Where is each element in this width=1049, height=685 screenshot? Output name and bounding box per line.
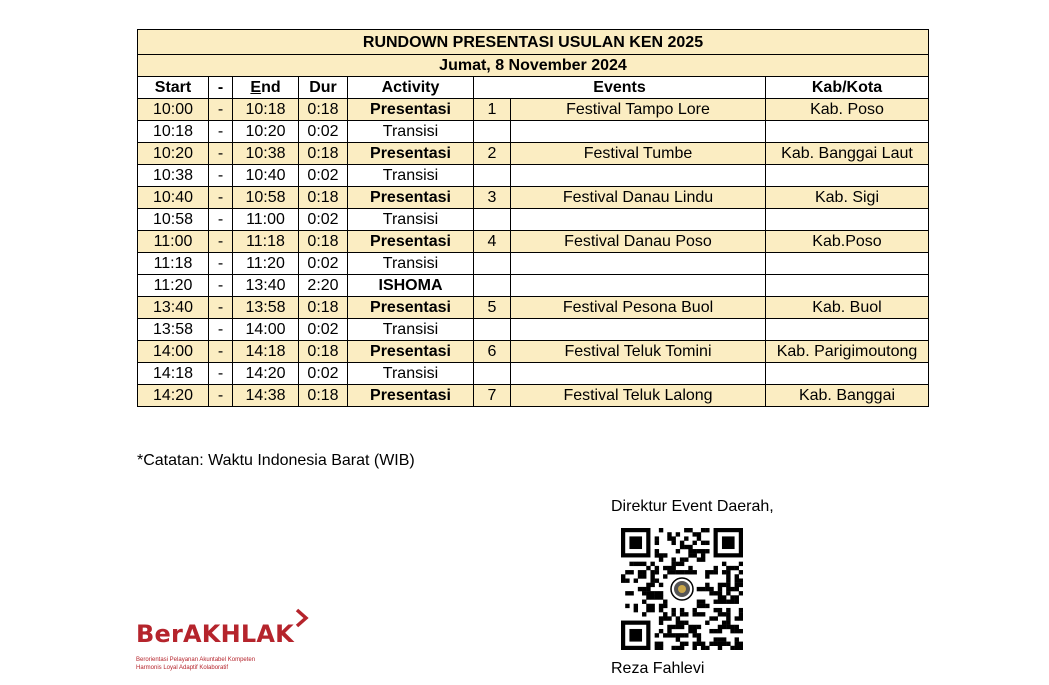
cell-number: 2	[474, 143, 511, 165]
cell-activity: ISHOMA	[348, 275, 474, 297]
cell-kab-kota: Kab. Buol	[766, 297, 929, 319]
cell-kab-kota	[766, 363, 929, 385]
cell-start: 10:00	[138, 99, 209, 121]
table-row	[138, 187, 929, 209]
cell-number	[474, 319, 511, 341]
cell-dash: -	[209, 121, 233, 143]
cell-dash: -	[209, 209, 233, 231]
cell-end: 14:00	[233, 319, 299, 341]
table-row	[138, 209, 929, 231]
cell-activity: Transisi	[348, 165, 474, 187]
table-row	[138, 99, 929, 121]
header-kab-kota: Kab/Kota	[766, 77, 929, 99]
cell-dash: -	[209, 297, 233, 319]
cell-kab-kota	[766, 253, 929, 275]
cell-activity: Transisi	[348, 253, 474, 275]
cell-dash: -	[209, 143, 233, 165]
cell-kab-kota: Kab.Poso	[766, 231, 929, 253]
cell-start: 14:18	[138, 363, 209, 385]
cell-number	[474, 363, 511, 385]
cell-number: 6	[474, 341, 511, 363]
cell-event	[511, 165, 766, 187]
cell-activity: Transisi	[348, 363, 474, 385]
logo-wordmark: BerAKHLAK	[136, 620, 294, 648]
cell-event: Festival Teluk Lalong	[511, 385, 766, 407]
cell-dash: -	[209, 319, 233, 341]
cell-start: 13:58	[138, 319, 209, 341]
logo-tagline-line-1: Berorientasi Pelayanan Akuntabel Kompeten	[136, 657, 256, 663]
table-row	[138, 253, 929, 275]
table-row	[138, 231, 929, 253]
cell-activity: Presentasi	[348, 187, 474, 209]
cell-activity: Presentasi	[348, 231, 474, 253]
cell-activity: Presentasi	[348, 297, 474, 319]
cell-dur: 0:18	[299, 341, 348, 363]
logo-tagline-line-2: Harmonis Loyal Adaptif Kolaboratif	[136, 665, 229, 671]
cell-kab-kota: Kab. Parigimoutong	[766, 341, 929, 363]
cell-end: 10:38	[233, 143, 299, 165]
cell-dur: 0:02	[299, 319, 348, 341]
signer-name: Reza Fahlevi	[611, 660, 705, 677]
rundown-table	[137, 29, 929, 407]
cell-dur: 0:02	[299, 165, 348, 187]
cell-start: 10:20	[138, 143, 209, 165]
cell-kab-kota	[766, 275, 929, 297]
cell-number: 3	[474, 187, 511, 209]
cell-kab-kota: Kab. Sigi	[766, 187, 929, 209]
berakhlak-logo	[136, 606, 336, 676]
cell-event: Festival Tumbe	[511, 143, 766, 165]
cell-event	[511, 319, 766, 341]
cell-number: 7	[474, 385, 511, 407]
cell-kab-kota	[766, 209, 929, 231]
cell-end: 11:18	[233, 231, 299, 253]
qr-code-icon	[621, 528, 743, 650]
cell-end: 13:58	[233, 297, 299, 319]
cell-dur: 0:18	[299, 99, 348, 121]
cell-start: 10:18	[138, 121, 209, 143]
header-activity: Activity	[348, 77, 474, 99]
cell-start: 11:20	[138, 275, 209, 297]
cell-dur: 0:18	[299, 231, 348, 253]
cell-event: Festival Danau Poso	[511, 231, 766, 253]
cell-dur: 0:02	[299, 363, 348, 385]
table-row	[138, 121, 929, 143]
cell-number	[474, 165, 511, 187]
cell-end: 11:00	[233, 209, 299, 231]
header-dur: Dur	[299, 77, 348, 99]
table-title: RUNDOWN PRESENTASI USULAN KEN 2025	[138, 30, 929, 55]
cell-start: 11:18	[138, 253, 209, 275]
signer-title: Direktur Event Daerah,	[611, 498, 774, 515]
cell-event	[511, 275, 766, 297]
table-row	[138, 319, 929, 341]
cell-dur: 0:02	[299, 209, 348, 231]
chevron-logo-icon	[294, 608, 310, 628]
cell-activity: Transisi	[348, 121, 474, 143]
cell-dur: 0:02	[299, 253, 348, 275]
cell-end: 11:20	[233, 253, 299, 275]
cell-end: 10:58	[233, 187, 299, 209]
cell-kab-kota: Kab. Banggai	[766, 385, 929, 407]
header-events: Events	[474, 77, 766, 99]
cell-kab-kota	[766, 319, 929, 341]
header-start: Start	[138, 77, 209, 99]
header-end: End	[233, 77, 299, 99]
cell-number	[474, 209, 511, 231]
cell-start: 11:00	[138, 231, 209, 253]
cell-dash: -	[209, 231, 233, 253]
cell-dur: 0:18	[299, 143, 348, 165]
cell-dur: 0:18	[299, 385, 348, 407]
footnote: *Catatan: Waktu Indonesia Barat (WIB)	[137, 452, 415, 469]
cell-event: Festival Pesona Buol	[511, 297, 766, 319]
cell-dash: -	[209, 275, 233, 297]
cell-dash: -	[209, 99, 233, 121]
cell-kab-kota	[766, 121, 929, 143]
table-row	[138, 297, 929, 319]
cell-dur: 2:20	[299, 275, 348, 297]
cell-dash: -	[209, 341, 233, 363]
cell-event	[511, 209, 766, 231]
cell-activity: Presentasi	[348, 99, 474, 121]
cell-event: Festival Teluk Tomini	[511, 341, 766, 363]
cell-event: Festival Tampo Lore	[511, 99, 766, 121]
cell-event	[511, 253, 766, 275]
cell-dash: -	[209, 187, 233, 209]
logo-tagline	[136, 656, 255, 672]
cell-number	[474, 121, 511, 143]
cell-event: Festival Danau Lindu	[511, 187, 766, 209]
cell-start: 10:38	[138, 165, 209, 187]
cell-kab-kota	[766, 165, 929, 187]
cell-kab-kota: Kab. Poso	[766, 99, 929, 121]
cell-dash: -	[209, 165, 233, 187]
cell-number: 1	[474, 99, 511, 121]
cell-number	[474, 253, 511, 275]
cell-event	[511, 363, 766, 385]
cell-dur: 0:18	[299, 187, 348, 209]
cell-dur: 0:02	[299, 121, 348, 143]
cell-activity: Transisi	[348, 319, 474, 341]
table-row	[138, 341, 929, 363]
cell-end: 14:38	[233, 385, 299, 407]
cell-dur: 0:18	[299, 297, 348, 319]
cell-end: 10:18	[233, 99, 299, 121]
cell-activity: Presentasi	[348, 143, 474, 165]
table-row	[138, 385, 929, 407]
table-row	[138, 165, 929, 187]
cell-event	[511, 121, 766, 143]
cell-end: 14:20	[233, 363, 299, 385]
cell-number: 5	[474, 297, 511, 319]
table-row	[138, 143, 929, 165]
table-row	[138, 275, 929, 297]
cell-start: 14:20	[138, 385, 209, 407]
cell-activity: Transisi	[348, 209, 474, 231]
cell-number: 4	[474, 231, 511, 253]
cell-activity: Presentasi	[348, 385, 474, 407]
cell-end: 14:18	[233, 341, 299, 363]
cell-end: 10:20	[233, 121, 299, 143]
table-subtitle: Jumat, 8 November 2024	[138, 55, 929, 77]
cell-start: 10:58	[138, 209, 209, 231]
cell-dash: -	[209, 385, 233, 407]
cell-dash: -	[209, 253, 233, 275]
cell-start: 13:40	[138, 297, 209, 319]
cell-number	[474, 275, 511, 297]
table-row	[138, 363, 929, 385]
cell-dash: -	[209, 363, 233, 385]
cell-end: 10:40	[233, 165, 299, 187]
header-dash: -	[209, 77, 233, 99]
cell-kab-kota: Kab. Banggai Laut	[766, 143, 929, 165]
cell-activity: Presentasi	[348, 341, 474, 363]
cell-start: 10:40	[138, 187, 209, 209]
cell-end: 13:40	[233, 275, 299, 297]
cell-start: 14:00	[138, 341, 209, 363]
